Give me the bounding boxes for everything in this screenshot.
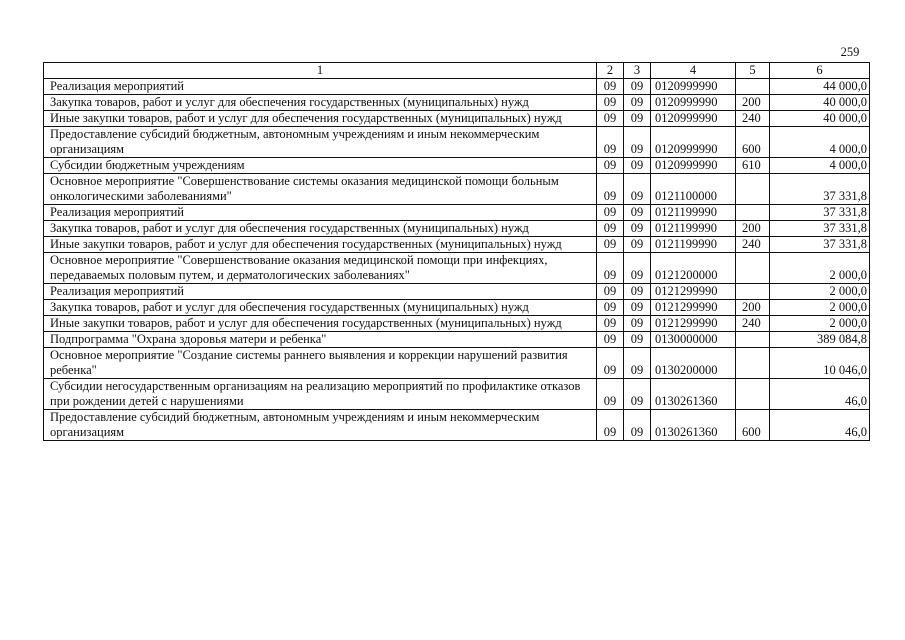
row-section-cell: 09 <box>597 174 624 205</box>
table-row <box>44 158 870 174</box>
table-row <box>44 410 870 441</box>
table-row <box>44 237 870 253</box>
row-section-cell: 09 <box>597 379 624 410</box>
row-subsection-cell: 09 <box>624 79 651 95</box>
row-amount-cell: 37 331,8 <box>770 221 870 237</box>
row-expense-type-cell <box>736 174 770 205</box>
row-subsection-cell: 09 <box>624 221 651 237</box>
row-name-cell: Закупка товаров, работ и услуг для обеспечения государственных (муниципальных) нужд <box>44 221 597 237</box>
row-target-article-cell: 0130261360 <box>651 410 736 441</box>
row-target-article-cell: 0121100000 <box>651 174 736 205</box>
row-amount-cell: 4 000,0 <box>770 127 870 158</box>
row-name-cell: Предоставление субсидий бюджетным, автономным учреждениям и иным некоммерческим организациям <box>44 127 597 158</box>
table-row <box>44 300 870 316</box>
table-row <box>44 379 870 410</box>
row-name-cell: Подпрограмма "Охрана здоровья матери и ребенка" <box>44 332 597 348</box>
row-section-cell: 09 <box>597 127 624 158</box>
table-row <box>44 284 870 300</box>
row-name-cell: Предоставление субсидий бюджетным, автономным учреждениям и иным некоммерческим организациям <box>44 410 597 441</box>
row-expense-type-cell: 600 <box>736 127 770 158</box>
row-subsection-cell: 09 <box>624 127 651 158</box>
table-row <box>44 221 870 237</box>
page-number: 259 <box>840 45 860 59</box>
row-expense-type-cell: 240 <box>736 111 770 127</box>
row-name-cell: Реализация мероприятий <box>44 79 597 95</box>
row-expense-type-cell: 240 <box>736 316 770 332</box>
row-target-article-cell: 0120999990 <box>651 79 736 95</box>
budget-table <box>43 62 870 441</box>
header-row <box>44 63 870 79</box>
row-target-article-cell: 0121199990 <box>651 221 736 237</box>
row-expense-type-cell <box>736 205 770 221</box>
row-subsection-cell: 09 <box>624 284 651 300</box>
table-row <box>44 332 870 348</box>
row-amount-cell: 2 000,0 <box>770 253 870 284</box>
row-target-article-cell: 0120999990 <box>651 158 736 174</box>
row-name-cell: Основное мероприятие "Совершенствование системы оказания медицинской помощи больным онкологическими заболеваниями" <box>44 174 597 205</box>
row-expense-type-cell: 240 <box>736 237 770 253</box>
row-name-cell: Иные закупки товаров, работ и услуг для обеспечения государственных (муниципальных) нужд <box>44 237 597 253</box>
row-amount-cell: 10 046,0 <box>770 348 870 379</box>
row-subsection-cell: 09 <box>624 111 651 127</box>
row-amount-cell: 40 000,0 <box>770 95 870 111</box>
row-target-article-cell: 0120999990 <box>651 95 736 111</box>
row-name-cell: Закупка товаров, работ и услуг для обеспечения государственных (муниципальных) нужд <box>44 95 597 111</box>
row-subsection-cell: 09 <box>624 348 651 379</box>
row-subsection-cell: 09 <box>624 237 651 253</box>
column-header-6: 6 <box>770 63 870 79</box>
table-row <box>44 348 870 379</box>
row-target-article-cell: 0121299990 <box>651 284 736 300</box>
row-amount-cell: 2 000,0 <box>770 300 870 316</box>
row-name-cell: Реализация мероприятий <box>44 284 597 300</box>
row-subsection-cell: 09 <box>624 95 651 111</box>
row-target-article-cell: 0121199990 <box>651 205 736 221</box>
row-name-cell: Основное мероприятие "Создание системы раннего выявления и коррекции нарушений развития ребенка" <box>44 348 597 379</box>
row-target-article-cell: 0130261360 <box>651 379 736 410</box>
row-subsection-cell: 09 <box>624 300 651 316</box>
row-name-cell: Закупка товаров, работ и услуг для обеспечения государственных (муниципальных) нужд <box>44 300 597 316</box>
row-amount-cell: 37 331,8 <box>770 174 870 205</box>
table-row <box>44 174 870 205</box>
row-amount-cell: 40 000,0 <box>770 111 870 127</box>
row-amount-cell: 4 000,0 <box>770 158 870 174</box>
table-row <box>44 253 870 284</box>
row-expense-type-cell: 200 <box>736 95 770 111</box>
row-subsection-cell: 09 <box>624 205 651 221</box>
row-target-article-cell: 0130200000 <box>651 348 736 379</box>
row-target-article-cell: 0121200000 <box>651 253 736 284</box>
row-subsection-cell: 09 <box>624 174 651 205</box>
table-row <box>44 111 870 127</box>
row-expense-type-cell: 200 <box>736 300 770 316</box>
row-section-cell: 09 <box>597 205 624 221</box>
row-section-cell: 09 <box>597 316 624 332</box>
row-section-cell: 09 <box>597 348 624 379</box>
row-amount-cell: 46,0 <box>770 379 870 410</box>
row-expense-type-cell <box>736 79 770 95</box>
table-row <box>44 95 870 111</box>
row-section-cell: 09 <box>597 111 624 127</box>
row-target-article-cell: 0120999990 <box>651 127 736 158</box>
row-expense-type-cell: 600 <box>736 410 770 441</box>
row-subsection-cell: 09 <box>624 332 651 348</box>
row-target-article-cell: 0121199990 <box>651 237 736 253</box>
row-subsection-cell: 09 <box>624 158 651 174</box>
row-name-cell: Субсидии бюджетным учреждениям <box>44 158 597 174</box>
row-name-cell: Основное мероприятие "Совершенствование оказания медицинской помощи при инфекциях, передаваемых половым путем, и дерматологических заболеваниях" <box>44 253 597 284</box>
row-section-cell: 09 <box>597 95 624 111</box>
table-row <box>44 205 870 221</box>
row-expense-type-cell <box>736 253 770 284</box>
column-header-4: 4 <box>651 63 736 79</box>
row-expense-type-cell: 200 <box>736 221 770 237</box>
row-section-cell: 09 <box>597 332 624 348</box>
row-expense-type-cell <box>736 284 770 300</box>
table-body <box>44 79 870 441</box>
row-amount-cell: 37 331,8 <box>770 205 870 221</box>
row-section-cell: 09 <box>597 158 624 174</box>
row-section-cell: 09 <box>597 284 624 300</box>
row-amount-cell: 2 000,0 <box>770 316 870 332</box>
row-section-cell: 09 <box>597 237 624 253</box>
row-name-cell: Реализация мероприятий <box>44 205 597 221</box>
row-expense-type-cell <box>736 332 770 348</box>
row-target-article-cell: 0120999990 <box>651 111 736 127</box>
column-header-3: 3 <box>624 63 651 79</box>
row-section-cell: 09 <box>597 410 624 441</box>
row-section-cell: 09 <box>597 79 624 95</box>
row-target-article-cell: 0121299990 <box>651 316 736 332</box>
row-subsection-cell: 09 <box>624 253 651 284</box>
row-expense-type-cell <box>736 348 770 379</box>
column-header-1: 1 <box>44 63 597 79</box>
row-section-cell: 09 <box>597 253 624 284</box>
row-section-cell: 09 <box>597 221 624 237</box>
row-amount-cell: 44 000,0 <box>770 79 870 95</box>
row-subsection-cell: 09 <box>624 410 651 441</box>
row-section-cell: 09 <box>597 300 624 316</box>
row-name-cell: Иные закупки товаров, работ и услуг для обеспечения государственных (муниципальных) нужд <box>44 111 597 127</box>
row-name-cell: Субсидии негосударственным организациям на реализацию мероприятий по профилактике отказов при рождении детей с нарушениями <box>44 379 597 410</box>
row-amount-cell: 37 331,8 <box>770 237 870 253</box>
row-amount-cell: 389 084,8 <box>770 332 870 348</box>
row-amount-cell: 2 000,0 <box>770 284 870 300</box>
row-target-article-cell: 0121299990 <box>651 300 736 316</box>
row-target-article-cell: 0130000000 <box>651 332 736 348</box>
row-subsection-cell: 09 <box>624 379 651 410</box>
row-expense-type-cell <box>736 379 770 410</box>
row-amount-cell: 46,0 <box>770 410 870 441</box>
table-row <box>44 316 870 332</box>
table-row <box>44 79 870 95</box>
row-subsection-cell: 09 <box>624 316 651 332</box>
table-row <box>44 127 870 158</box>
column-header-2: 2 <box>597 63 624 79</box>
row-expense-type-cell: 610 <box>736 158 770 174</box>
column-header-5: 5 <box>736 63 770 79</box>
row-name-cell: Иные закупки товаров, работ и услуг для обеспечения государственных (муниципальных) нужд <box>44 316 597 332</box>
